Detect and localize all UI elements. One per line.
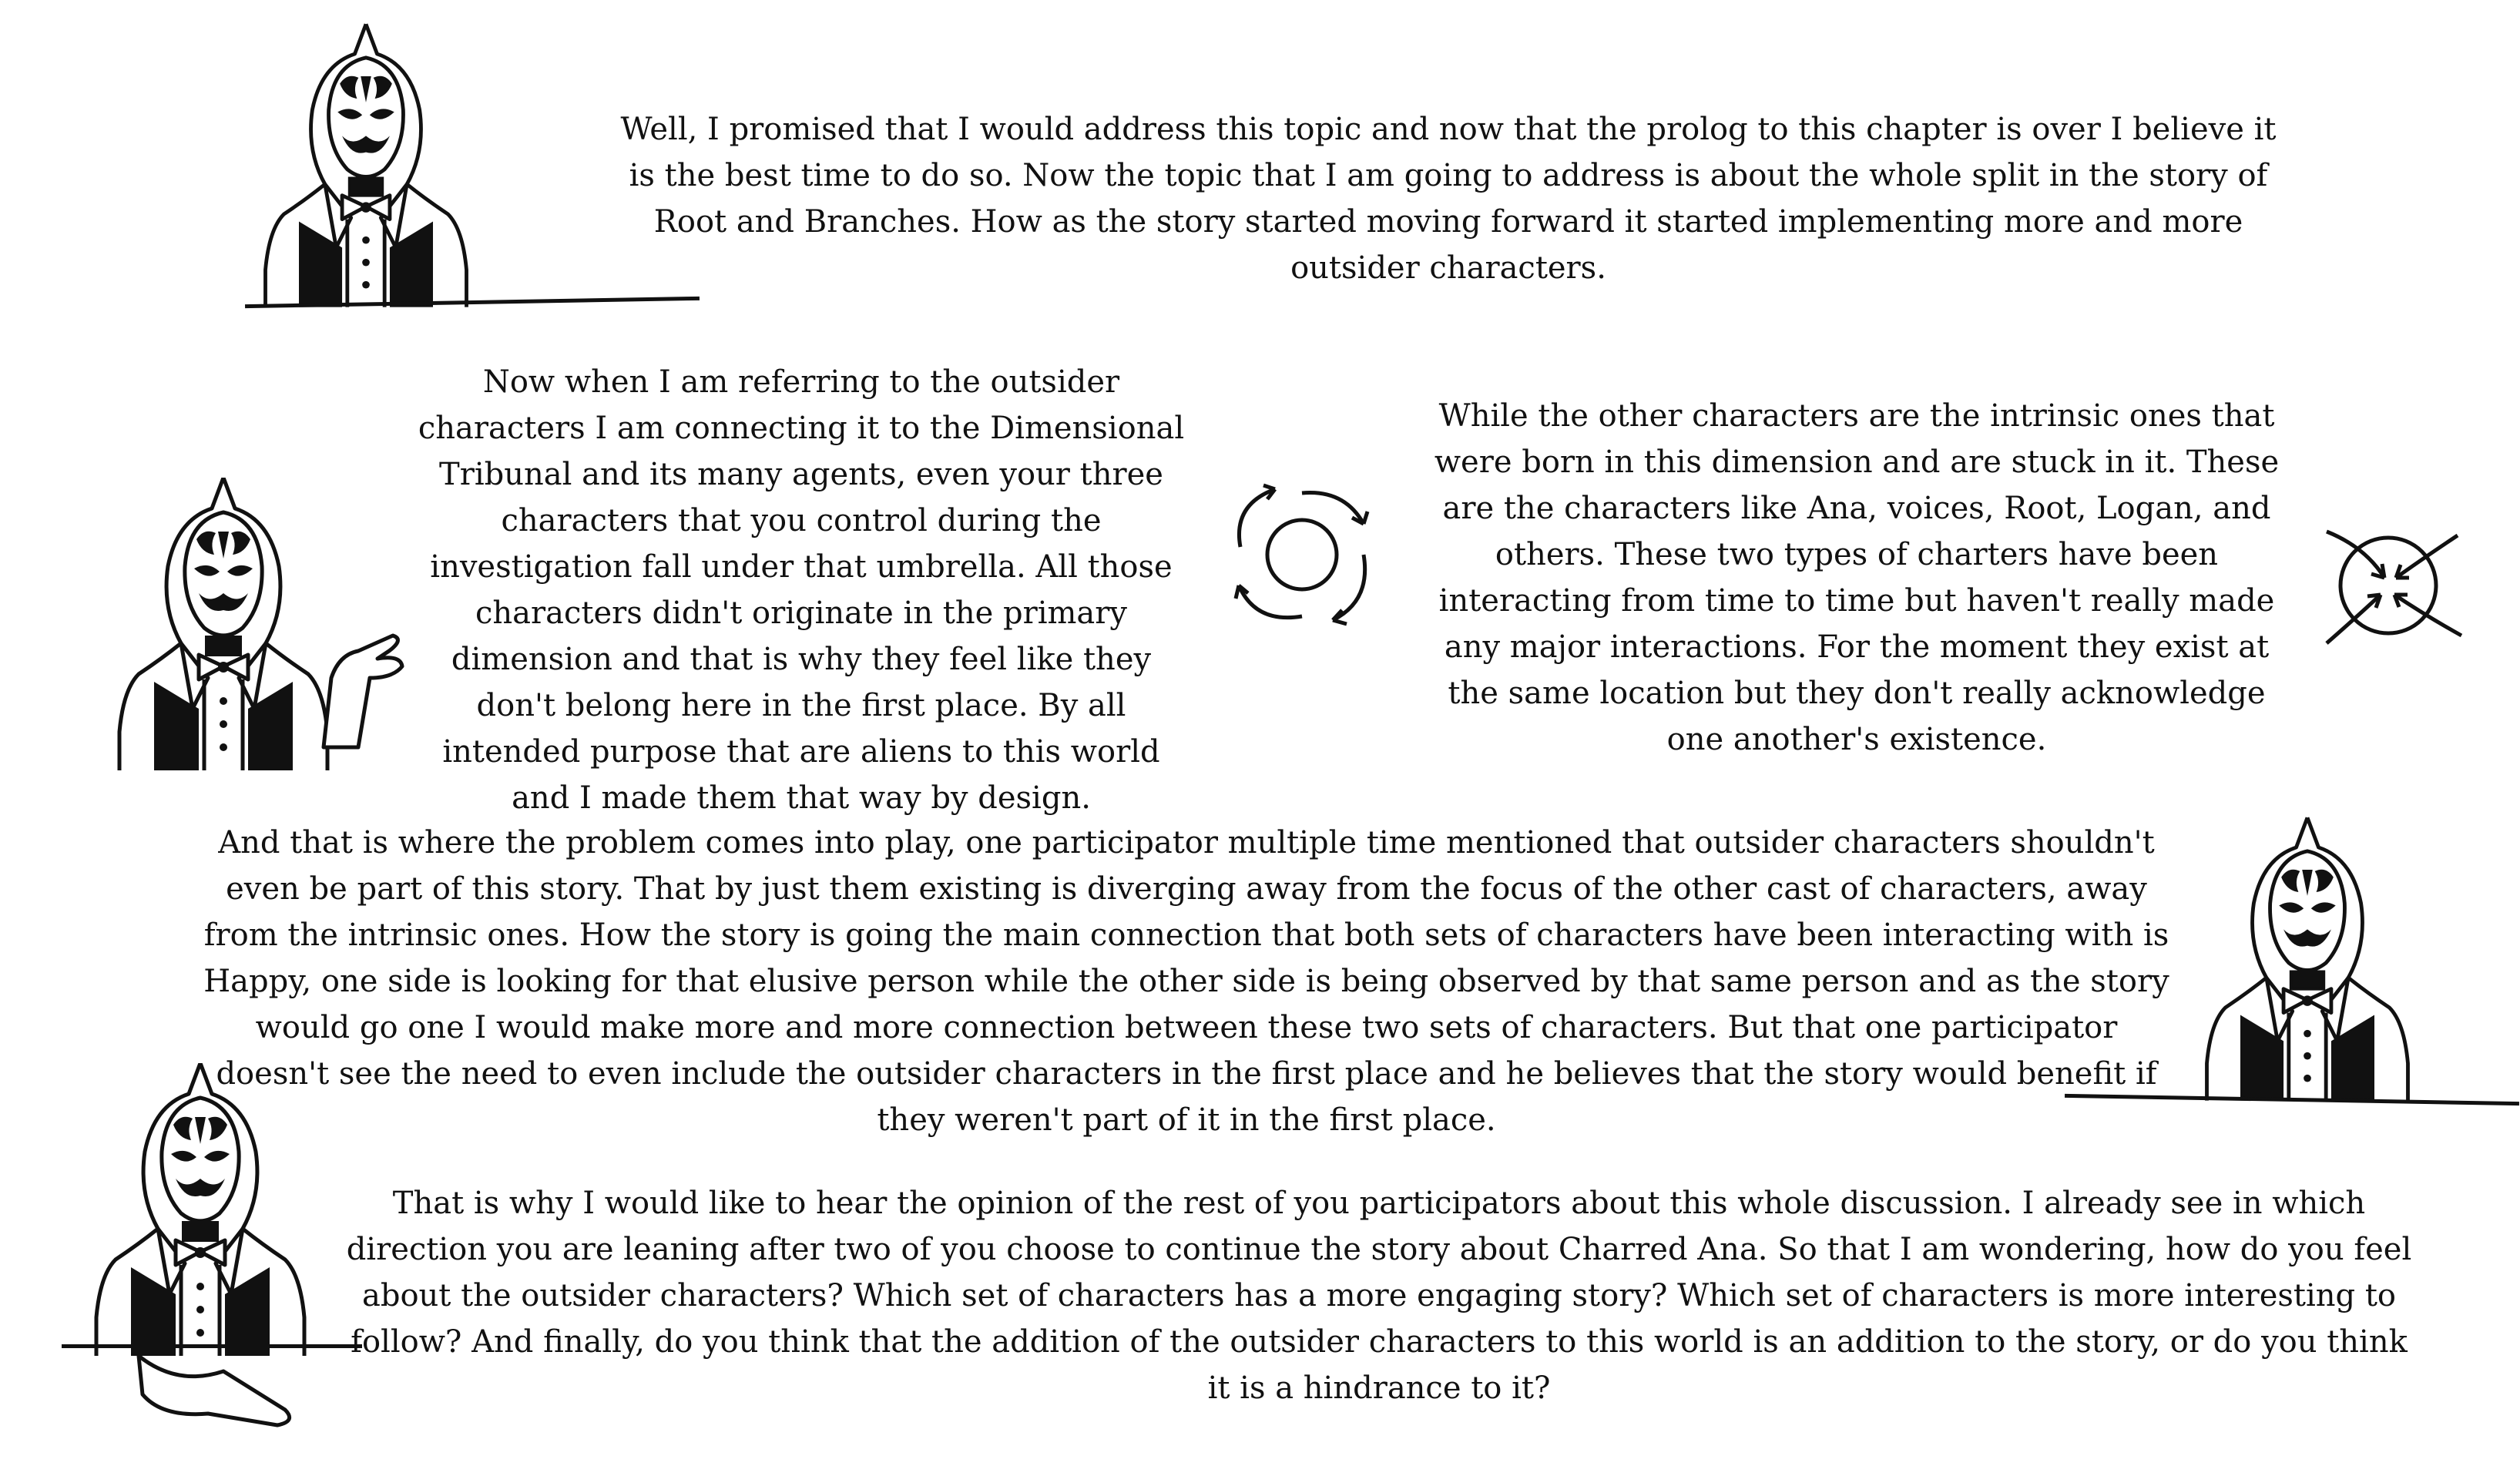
outward-swirl-icon [1210,462,1394,650]
problem-paragraph: And that is where the problem comes into play, one participator multiple time mentioned that outsider characters shouldn't even be part of this story. That by just them existing is diverging away from the focus of the other cast of characters, away from the intrinsic ones. How the story is going the main connection that both sets of characters have been interacting with is Happy, one side is looking for that elusive person while the other side is being observed by that same person and as the story would go one I would make more and more connection between these two sets of characters. But that one participator doesn't see the need to even include the outsider characters in the first place and he believes that the story would benefit if they weren't part of it in the first place. [203,825,2169,1138]
masked-narrator-icon [254,23,478,308]
ground-line [62,1344,362,1348]
masked-narrator-leaning-icon [85,1063,316,1356]
masked-narrator-gesturing-icon [108,478,339,770]
intrinsic-characters-paragraph: While the other characters are the intrinsic ones that were born in this dimension and are stuck in it. These are the characters like Ana, voices, Root, Logan, and others. These two types of charters have been interacting from time to time but haven't really made any major interactions. For the moment they exist at the same location but they don't really acknowledge one another's existence. [1434,398,2280,757]
question-paragraph: That is why I would like to hear the opinion of the rest of you participators about this whole discussion. I already see in which direction you are leaning after two of you choose to continue the story about Charred Ana. So that I am wondering, how do you feel about the outsider characters? Which set of characters has a more engaging story? Which set of characters is more interesting to follow? And finally, do you think that the addition of the outsider characters to this world is an addition to the story, or do you think it is a hindrance to it? [346,1186,2412,1406]
inward-swirl-icon [2304,501,2473,673]
outsider-characters-paragraph: Now when I am referring to the outsider characters I am connecting it to the Dimensional Tribunal and its many agents, even your three characters that you control during the investigation fall under that umbrella. All those characters didn't originate in the primary dimension and that is why they feel like they don't belong here in the first place. By all intended purpose that are aliens to this world and I made them that way by design. [418,364,1185,816]
intro-paragraph: Well, I promised that I would address this topic and now that the prolog to this chapter is over I believe it is the best time to do so. Now the topic that I am going to address is about the whole split in the story of Root and Branches. How as the story started moving forward it started implementing more and more outsider characters. [620,112,2277,286]
masked-narrator-icon [2196,817,2419,1102]
